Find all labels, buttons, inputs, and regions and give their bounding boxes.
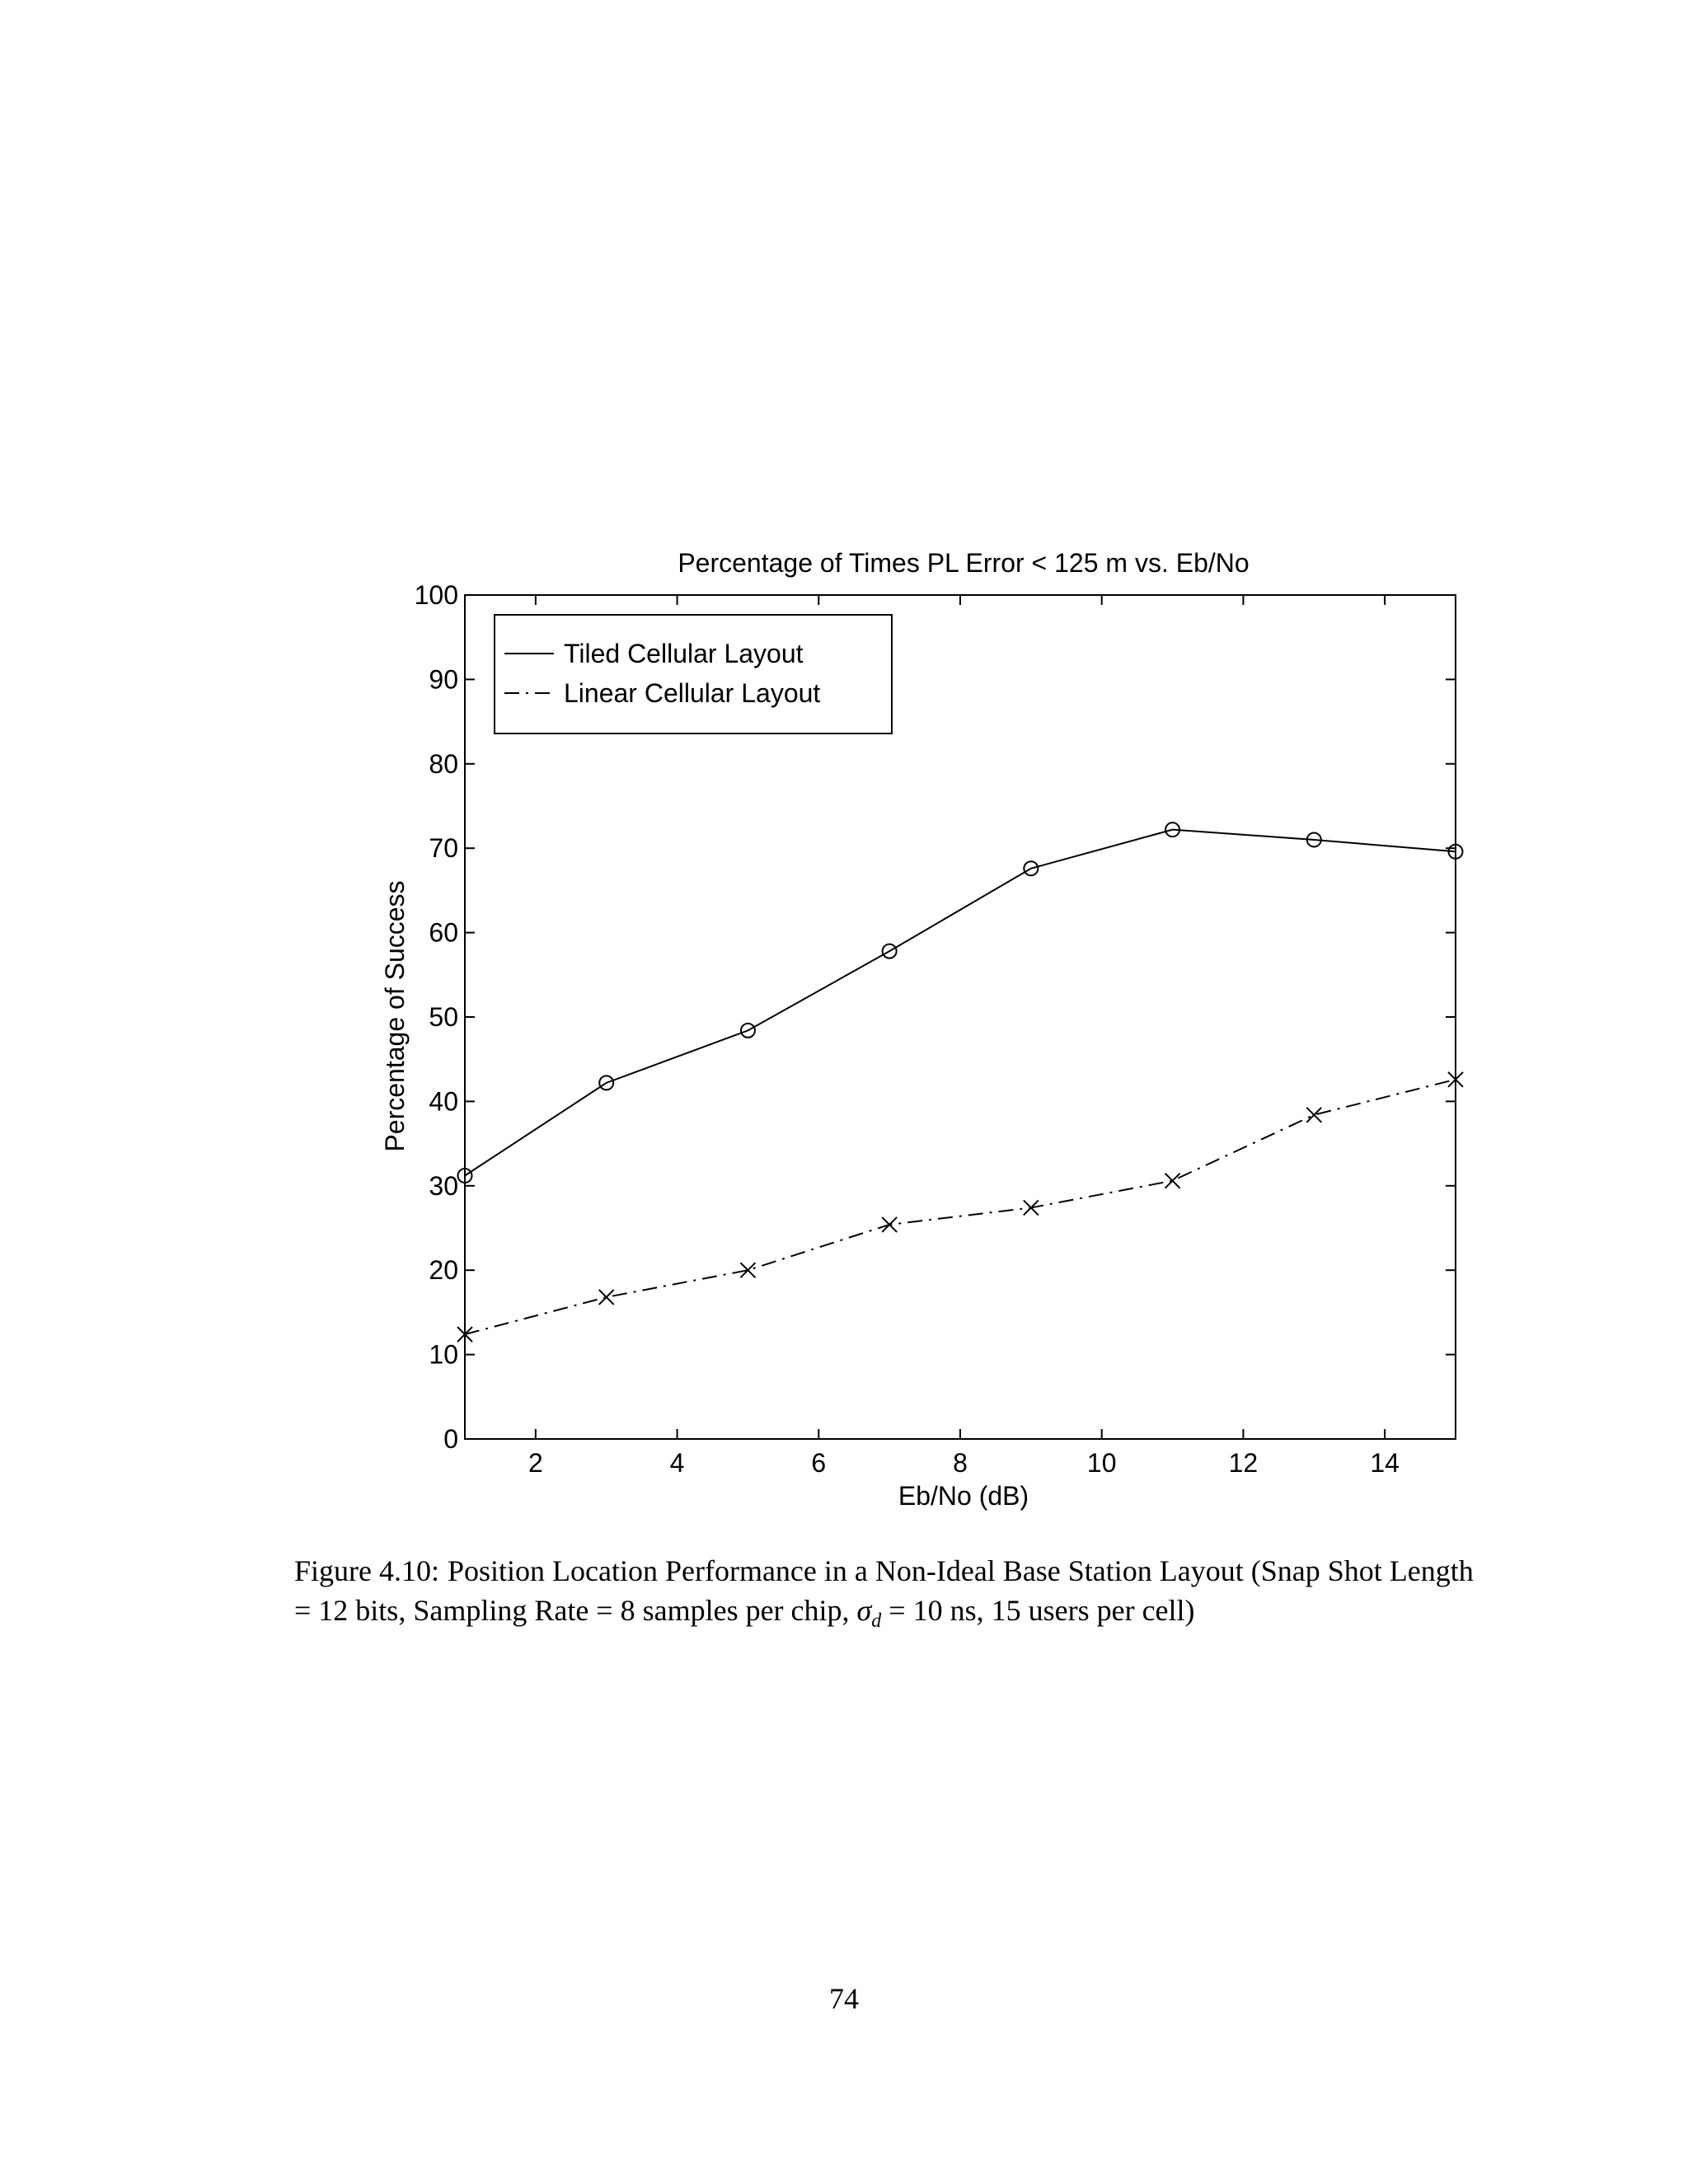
plot-area bbox=[415, 580, 1463, 1478]
x-tick-label: 2 bbox=[528, 1448, 543, 1478]
sigma-symbol: σ bbox=[856, 1594, 872, 1627]
x-marker bbox=[740, 1263, 755, 1277]
legend-label: Tiled Cellular Layout bbox=[564, 639, 804, 668]
x-marker bbox=[599, 1290, 614, 1305]
y-tick-label: 0 bbox=[443, 1424, 458, 1454]
y-tick-label: 90 bbox=[429, 664, 458, 695]
chart-title: Percentage of Times PL Error < 125 m vs. Eb/No bbox=[678, 548, 1250, 578]
figure-caption bbox=[294, 1551, 1481, 1641]
y-tick-label: 50 bbox=[429, 1002, 458, 1032]
y-tick-label: 20 bbox=[429, 1255, 458, 1286]
x-tick-label: 6 bbox=[811, 1448, 827, 1478]
x-tick-label: 4 bbox=[669, 1448, 685, 1478]
y-tick-label: 70 bbox=[429, 833, 458, 864]
x-marker bbox=[882, 1217, 897, 1232]
sigma-subscript: d bbox=[871, 1610, 882, 1633]
y-tick-label: 60 bbox=[429, 917, 458, 948]
y-axis-label: Percentage of Success bbox=[380, 880, 410, 1152]
x-tick-label: 8 bbox=[953, 1448, 968, 1478]
x-tick-label: 14 bbox=[1370, 1448, 1400, 1478]
legend-label: Linear Cellular Layout bbox=[564, 678, 821, 708]
x-axis-label: Eb/No (dB) bbox=[898, 1481, 1029, 1511]
x-marker bbox=[1024, 1200, 1039, 1215]
y-tick-label: 100 bbox=[414, 580, 458, 610]
legend-box bbox=[495, 615, 892, 733]
series-line bbox=[465, 830, 1456, 1176]
page-number: 74 bbox=[829, 1982, 859, 2015]
y-tick-label: 80 bbox=[429, 748, 458, 779]
x-tick-label: 12 bbox=[1228, 1448, 1259, 1478]
y-tick-label: 10 bbox=[429, 1339, 458, 1370]
x-tick-label: 10 bbox=[1086, 1448, 1117, 1478]
y-tick-label: 40 bbox=[429, 1086, 458, 1117]
x-marker bbox=[1306, 1108, 1321, 1122]
y-tick-label: 30 bbox=[429, 1170, 458, 1201]
caption-label: Figure 4.10: bbox=[294, 1554, 439, 1587]
caption-text-end: = 10 ns, 15 users per cell) bbox=[881, 1594, 1195, 1627]
series-line bbox=[465, 1080, 1456, 1334]
caption-text: Position Location Performance in a Non-Ideal Base Station Layout (Snap Shot Length = 12 bits, Sampling Rate = 8 samples per chip, bbox=[294, 1554, 1474, 1627]
x-marker bbox=[1165, 1174, 1180, 1188]
